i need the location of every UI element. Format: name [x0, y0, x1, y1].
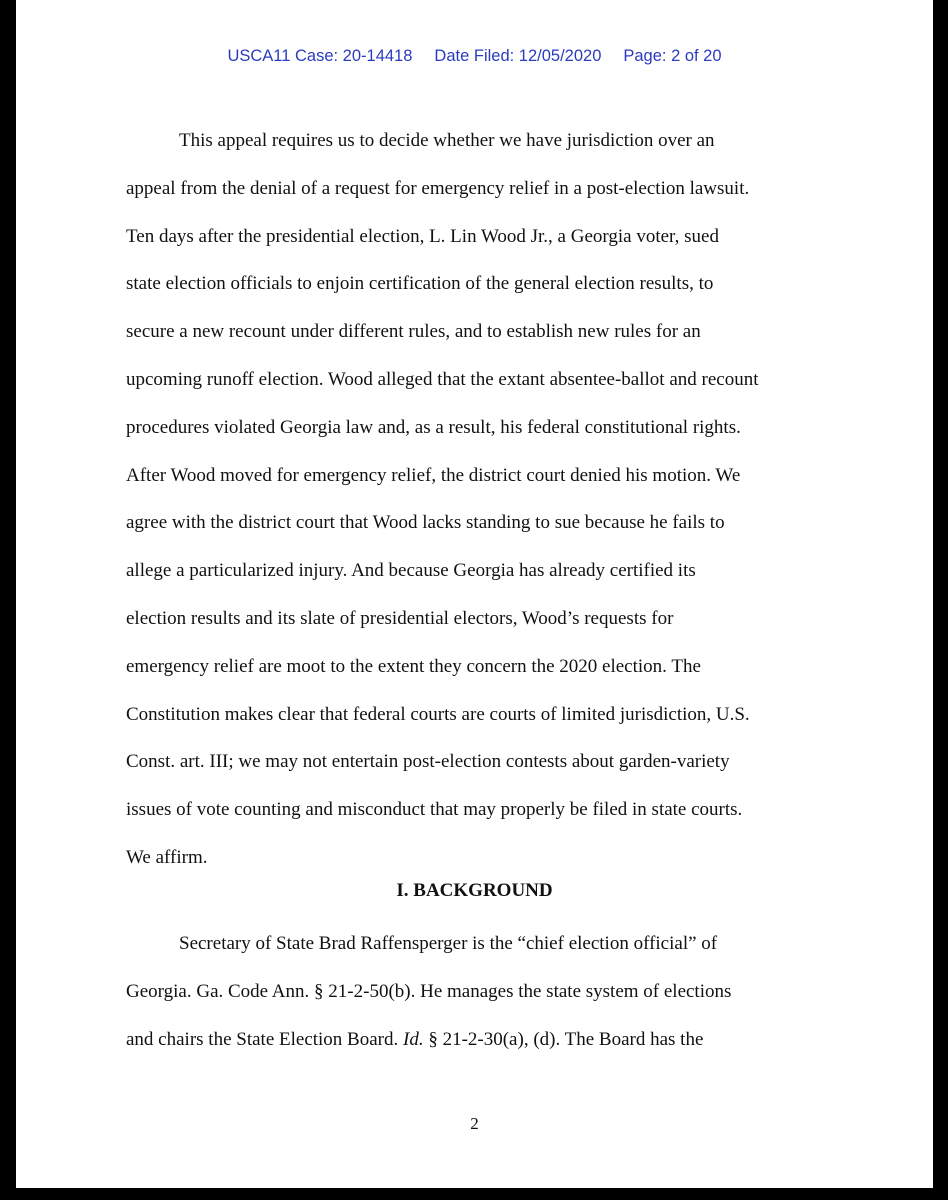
section-heading: I. BACKGROUND: [396, 880, 553, 901]
opinion-paragraph-2: [126, 920, 846, 1063]
page-indicator: Page: 2 of 20: [623, 47, 722, 65]
text-line: We affirm.: [126, 846, 208, 868]
text-line: issues of vote counting and misconduct that may properly be filed in state courts.: [126, 799, 743, 821]
text-line: allege a particularized injury. And because Georgia has already certified its: [126, 560, 696, 582]
text-line: procedures violated Georgia law and, as a result, his federal constitutional rights.: [126, 416, 741, 438]
text-line: election results and its slate of presidential electors, Wood’s requests for: [126, 607, 674, 629]
text-line: appeal from the denial of a request for emergency relief in a post-election lawsuit.: [126, 177, 750, 199]
text-line: This appeal requires us to decide whether we have jurisdiction over an: [179, 130, 715, 151]
text-segment: and chairs the State Election Board.: [126, 1028, 403, 1050]
text-line: state election officials to enjoin certification of the general election results, to: [126, 273, 714, 295]
text-segment: § 21-2-30(a), (d). The Board has the: [423, 1028, 704, 1050]
opinion-paragraph-1: [126, 117, 846, 882]
date-filed: Date Filed: 12/05/2020: [434, 47, 602, 65]
filing-header: [16, 47, 933, 66]
text-line: Const. art. III; we may not entertain post-election contests about garden-variety: [126, 751, 730, 773]
text-line: Ten days after the presidential election, L. Lin Wood Jr., a Georgia voter, sued: [126, 225, 719, 247]
text-line: Secretary of State Brad Raffensperger is the “chief election official” of: [179, 933, 718, 954]
text-line: Constitution makes clear that federal courts are courts of limited jurisdiction, U.S.: [126, 703, 750, 725]
text-line: [126, 1016, 846, 1064]
page-number: 2: [470, 1114, 479, 1133]
text-line: secure a new recount under different rules, and to establish new rules for an: [126, 321, 701, 343]
citation-italic: Id.: [403, 1028, 424, 1050]
text-line: agree with the district court that Wood lacks standing to sue because he fails to: [126, 512, 725, 534]
document-page: [16, 0, 933, 1188]
text-line: upcoming runoff election. Wood alleged that the extant absentee-ballot and recount: [126, 368, 759, 390]
case-number: USCA11 Case: 20-14418: [227, 47, 413, 65]
text-line: After Wood moved for emergency relief, the district court denied his motion. We: [126, 464, 741, 486]
text-line: Georgia. Ga. Code Ann. § 21-2-50(b). He manages the state system of elections: [126, 980, 732, 1002]
text-line: emergency relief are moot to the extent they concern the 2020 election. The: [126, 655, 701, 677]
